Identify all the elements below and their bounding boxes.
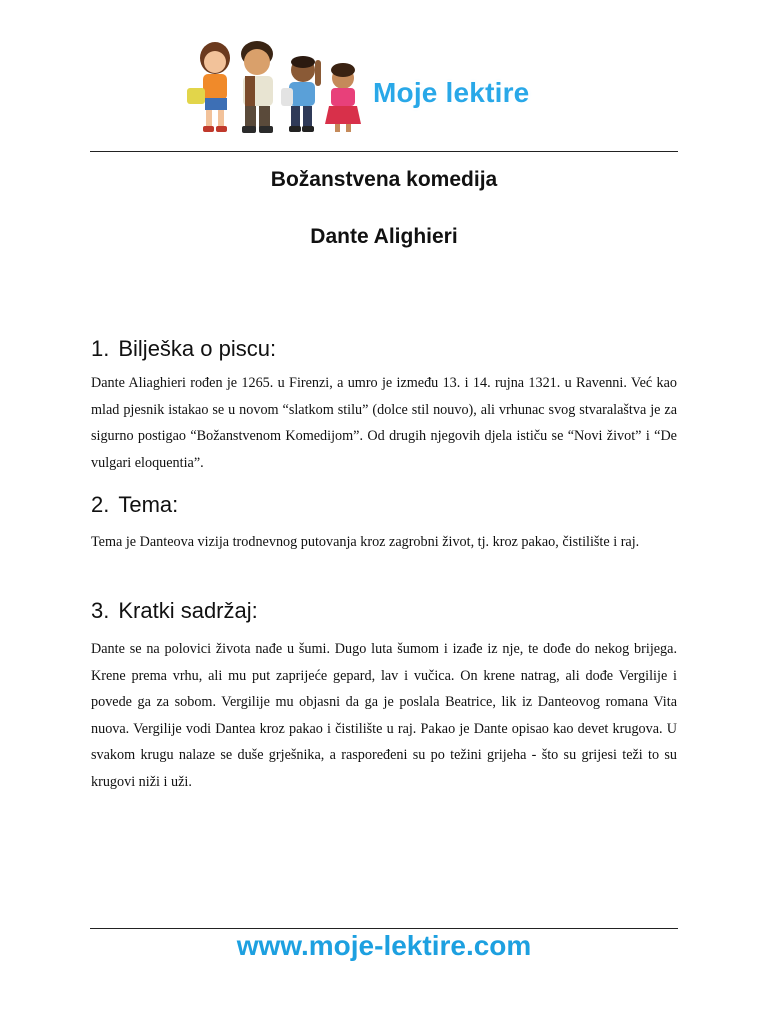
author-title: Dante Alighieri [310,225,458,248]
section-number: 1. [91,336,110,361]
header-divider [90,151,678,152]
section-heading-theme [91,492,178,518]
site-header [185,40,585,140]
section-heading-summary [91,598,258,624]
website-link[interactable]: www.moje-lektire.com [236,930,532,961]
children-illustration-icon [185,40,375,140]
section-heading-text: Tema: [118,492,179,517]
section-number: 2. [91,492,110,517]
section-heading-author-note [91,336,276,362]
section-number: 3. [91,598,110,623]
section-text-summary: Dante se na polovici života nađe u šumi. Dugo luta šumom i izađe iz nje, te dođe do nekog brijega. Krene prema vrhu, ali mu put zaprijeće gepard, lav i vučica. On krene natrag, ali dođe Vergilije i povede ga za sobom. Vergilije mu objasni da ga je poslala Beatrice, lik iz Danteovog romana Vita nuova. Vergilije vodi Dantea kroz pakao i čistilište u raj. Pakao je Dante opisao kao devet krugova. U svakom krugu nalaze se duše grješnika, a raspoređeni su po težini grijeha - što su grijesi teži to su krugovi niži i uži. [91,641,677,790]
section-heading-text: Kratki sadržaj: [118,598,258,623]
footer-divider [90,928,678,929]
work-title: Božanstvena komedija [270,168,498,191]
brand-logo-text: Moje lektire [373,77,530,108]
section-heading-text: Bilješka o piscu: [118,336,277,361]
section-text-theme: Tema je Danteova vizija trodnevnog putovanja kroz zagrobni život, tj. kroz pakao, čistilište i raj. [91,534,640,550]
section-text-author-note: Dante Aliaghieri rođen je 1265. u Firenzi, a umro je između 13. i 14. rujna 1321. u Ravenni. Već kao mlad pjesnik istakao se u novom “slatkom stilu” (dolce stil nouvo), ali vrhunac svog stvaralaštva je za sigurno postigao “Božanstvenom Komedijom”. Od drugih njegovih djela ističu se “Novi život” i “De vulgari eloquentia”. [91,375,677,471]
